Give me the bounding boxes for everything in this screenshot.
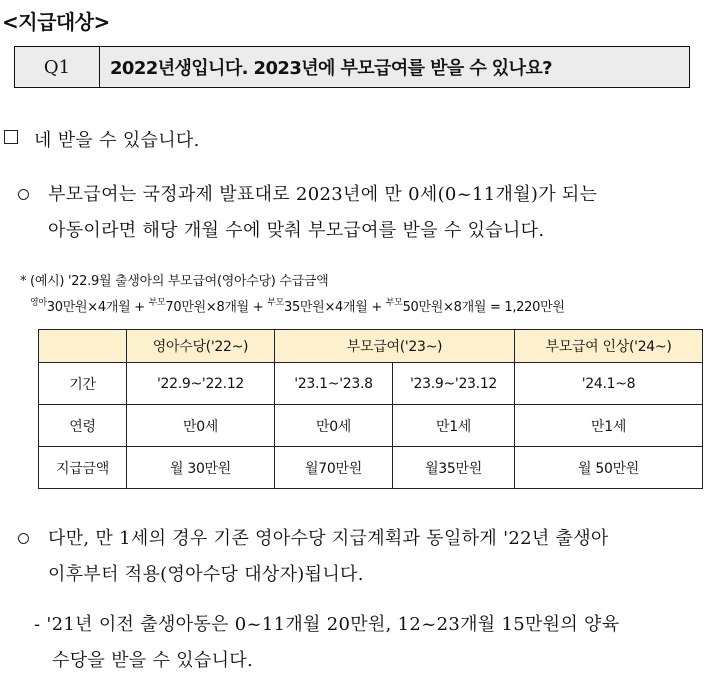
formula-part-1: 30만원×4개월 + (46, 300, 149, 315)
table-corner-cell (39, 330, 127, 363)
table-cell: '23.1~'23.8 (275, 363, 393, 405)
table-row (39, 447, 703, 489)
circle-bullet-icon (18, 189, 29, 200)
formula-part-4: 50만원×8개월 = 1,220만원 (402, 300, 565, 315)
row-label: 연령 (39, 405, 127, 447)
table-cell: '23.9~'23.12 (393, 363, 515, 405)
formula-sup-1: 영아 (30, 298, 47, 308)
paragraph-1-line-2: 아동이라면 해당 개월 수에 맞춰 부모급여를 받을 수 있습니다. (48, 220, 545, 241)
checkbox-square-icon (4, 130, 18, 144)
table-cell: 월35만원 (393, 447, 515, 489)
row-label: 지급금액 (39, 447, 127, 489)
table-header-row (39, 330, 703, 363)
table-cell: 월70만원 (275, 447, 393, 489)
table-cell: 만0세 (127, 405, 275, 447)
question-label: Q1 (15, 47, 100, 87)
table-header-cell: 부모급여 인상('24~) (515, 330, 703, 363)
formula-sup-3: 부모 (267, 298, 284, 308)
table-row (39, 405, 703, 447)
question-box (14, 46, 690, 88)
example-formula (30, 295, 565, 315)
table-row (39, 363, 703, 405)
paragraph-2-line-2: 이후부터 적용(영아수당 대상자)됩니다. (48, 564, 364, 585)
circle-bullet-icon (18, 533, 29, 544)
table-header-cell: 영아수당('22~) (127, 330, 275, 363)
formula-part-2: 70만원×8개월 + (165, 300, 268, 315)
note-text: (예시) '22.9월 출생아의 부모급여(영아수당) 수급금액 (30, 274, 329, 289)
row-label: 기간 (39, 363, 127, 405)
table-cell: 만0세 (275, 405, 393, 447)
table-header-cell: 부모급여('23~) (275, 330, 515, 363)
paragraph-3-line-1: - '21년 이전 출생아동은 0~11개월 20만원, 12~23개월 15만원의 양육 (34, 614, 620, 635)
table-cell: 만1세 (393, 405, 515, 447)
formula-sup-2: 부모 (148, 298, 166, 308)
table-cell: '24.1~8 (515, 363, 703, 405)
paragraph-3-line-2: 수당을 받을 수 있습니다. (52, 650, 253, 671)
table-cell: 만1세 (515, 405, 703, 447)
formula-part-3: 35만원×4개월 + (283, 300, 386, 315)
paragraph-1-line-1: 부모급여는 국정과제 발표대로 2023년에 만 0세(0~11개월)가 되는 (48, 184, 598, 205)
table-cell: 월 30만원 (127, 447, 275, 489)
question-text: 2022년생입니다. 2023년에 부모급여를 받을 수 있나요? (110, 58, 552, 79)
formula-sup-4: 부모 (385, 298, 403, 308)
note-asterisk: * (20, 274, 31, 289)
section-title: <지급대상> (2, 10, 110, 34)
example-note (20, 270, 328, 289)
table-cell: 월 50만원 (515, 447, 703, 489)
paragraph-2-line-1: 다만, 만 1세의 경우 기존 영아수당 지급계획과 동일하게 '22년 출생아 (48, 528, 609, 549)
table-cell: '22.9~'22.12 (127, 363, 275, 405)
answer-lead: 네 받을 수 있습니다. (34, 130, 200, 151)
benefit-amount-table (38, 329, 703, 489)
